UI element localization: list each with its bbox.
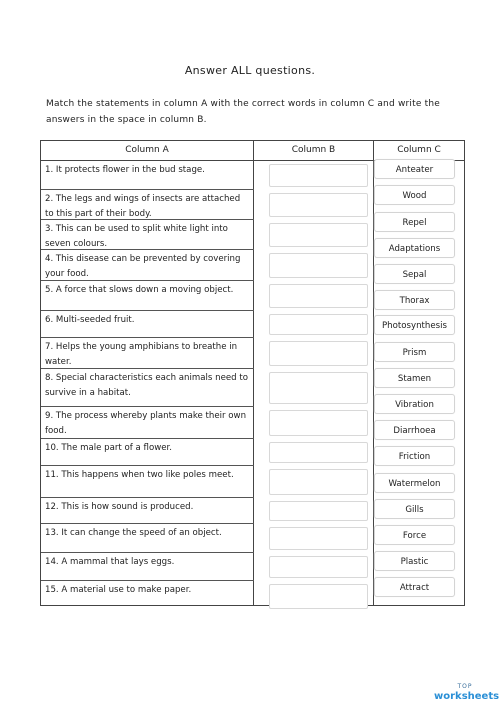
statement-row: 13. It can change the speed of an object.: [41, 524, 254, 553]
matching-table: [40, 140, 465, 606]
answer-box[interactable]: [269, 527, 368, 550]
answer-box[interactable]: [269, 223, 368, 247]
statement-row: 5. A force that slows down a moving object.: [41, 281, 254, 311]
answer-cell: [254, 439, 374, 466]
answer-cell: [254, 553, 374, 581]
word-option[interactable]: Thorax: [374, 290, 455, 310]
statement-row: 12. This is how sound is produced.: [41, 498, 254, 524]
answer-cell: [254, 220, 374, 250]
statement-row: 9. The process whereby plants make their own food.: [41, 407, 254, 439]
instructions: Match the statements in column A with the correct words in column C and write the answers in the space in column B.: [46, 99, 440, 125]
answer-box[interactable]: [269, 372, 368, 404]
column-b-header: Column B: [291, 145, 336, 155]
word-option[interactable]: Diarrhoea: [374, 420, 455, 440]
answer-box[interactable]: [269, 501, 368, 521]
word-option[interactable]: Prism: [374, 342, 455, 362]
word-option[interactable]: Force: [374, 525, 455, 545]
answer-cell: [254, 281, 374, 311]
answer-cell: [254, 524, 374, 553]
word-option[interactable]: Watermelon: [374, 473, 455, 493]
statement-row: 11. This happens when two like poles meet.: [41, 466, 254, 498]
answer-box[interactable]: [269, 410, 368, 436]
statement-row: 10. The male part of a flower.: [41, 439, 254, 466]
word-option[interactable]: Wood: [374, 185, 455, 205]
answer-cell: [254, 250, 374, 281]
answer-cell: [254, 338, 374, 369]
logo-top-text: TOP: [457, 683, 473, 690]
page-title: Answer ALL questions.: [184, 64, 316, 77]
answer-cell: [254, 190, 374, 220]
word-option[interactable]: Stamen: [374, 368, 455, 388]
statement-row: 7. Helps the young amphibians to breathe in water.: [41, 338, 254, 369]
word-option[interactable]: Plastic: [374, 551, 455, 571]
word-option[interactable]: Gills: [374, 499, 455, 519]
column-a-header: Column A: [125, 145, 169, 155]
word-option[interactable]: Vibration: [374, 394, 455, 414]
answer-box[interactable]: [269, 253, 368, 278]
column-c-header: Column C: [397, 145, 441, 155]
answer-box[interactable]: [269, 284, 368, 308]
statement-row: 1. It protects flower in the bud stage.: [41, 161, 254, 190]
word-option[interactable]: Adaptations: [374, 238, 455, 258]
statement-row: 3. This can be used to split white light into seven colours.: [41, 220, 254, 250]
logo-name-text: worksheets: [434, 691, 500, 702]
answer-cell: [254, 498, 374, 524]
statement-row: 2. The legs and wings of insects are attached to this part of their body.: [41, 190, 254, 220]
word-option[interactable]: Attract: [374, 577, 455, 597]
answer-box[interactable]: [269, 341, 368, 366]
statement-row: 6. Multi-seeded fruit.: [41, 311, 254, 338]
answer-box[interactable]: [269, 584, 368, 609]
answer-cell: [254, 161, 374, 190]
word-option[interactable]: Friction: [374, 446, 455, 466]
answer-box[interactable]: [269, 556, 368, 578]
answer-box[interactable]: [269, 164, 368, 187]
topworksheets-logo: [434, 683, 500, 703]
statement-row: 4. This disease can be prevented by covering your food.: [41, 250, 254, 281]
column-a-rows: [41, 161, 254, 612]
answer-box[interactable]: [269, 193, 368, 217]
word-option[interactable]: Anteater: [374, 159, 455, 179]
answer-box[interactable]: [269, 469, 368, 495]
answer-box[interactable]: [269, 442, 368, 463]
statement-row: 14. A mammal that lays eggs.: [41, 553, 254, 581]
answer-cell: [254, 369, 374, 407]
word-option[interactable]: Repel: [374, 212, 455, 232]
answer-cell: [254, 466, 374, 498]
answer-box[interactable]: [269, 314, 368, 335]
statement-row: 8. Special characteristics each animals need to survive in a habitat.: [41, 369, 254, 407]
word-option[interactable]: Sepal: [374, 264, 455, 284]
answer-cell: [254, 311, 374, 338]
answer-cell: [254, 581, 374, 612]
answer-cell: [254, 407, 374, 439]
word-option[interactable]: Photosynthesis: [374, 315, 455, 335]
statement-row: 15. A material use to make paper.: [45, 585, 192, 595]
